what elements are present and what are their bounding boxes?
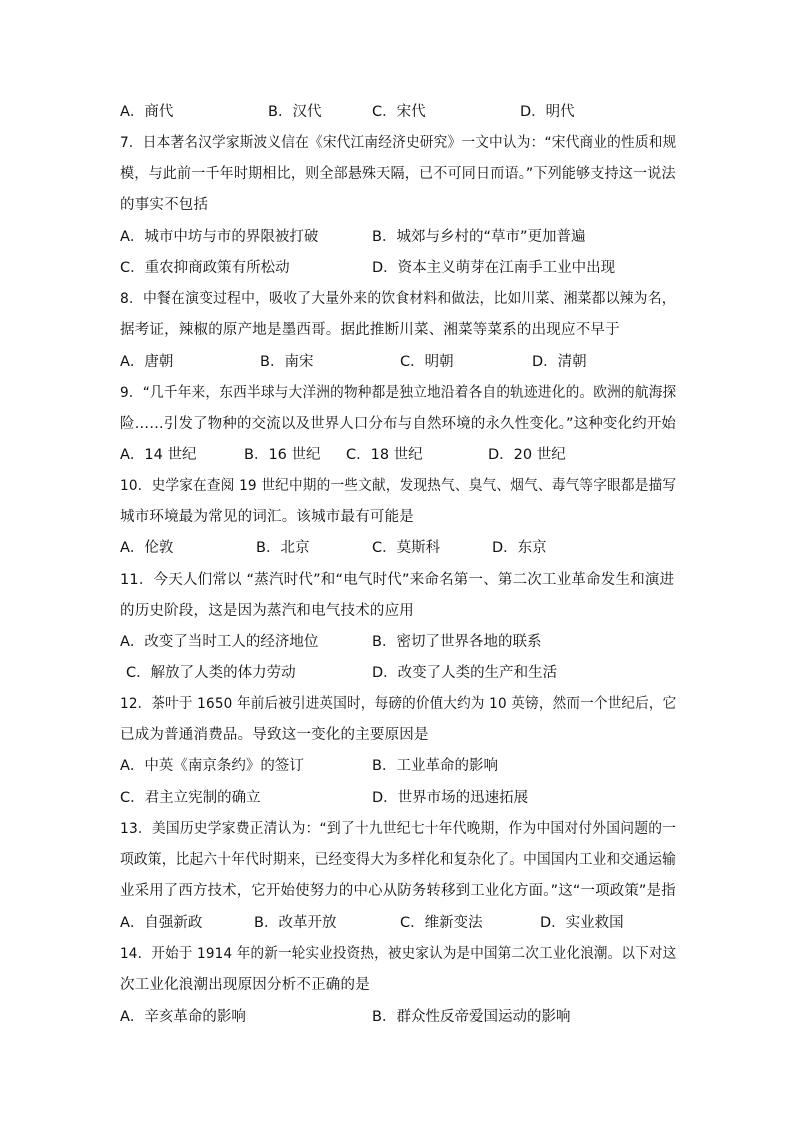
q10-option-c[interactable]: C．莫斯科 bbox=[372, 540, 441, 556]
q13-option-b[interactable]: B．改革开放 bbox=[254, 915, 337, 931]
q9-option-d[interactable]: D．20 世纪 bbox=[488, 447, 566, 463]
q11-option-b[interactable]: B．密切了世界各地的联系 bbox=[372, 634, 542, 650]
q11-option-c[interactable]: C．解放了人类的体力劳动 bbox=[126, 665, 296, 681]
q11-stem-line-1: 11．今天人们常以 “蒸汽时代”和“电气时代”来命名第一、第二次工业革命发生和演进 bbox=[120, 572, 675, 588]
q7-stem-line-2: 模，与此前一千年时期相比，则全部悬殊天隔，已不可同日而语。”下列能够支持这一说法 bbox=[120, 166, 676, 182]
q12-option-a[interactable]: A．中英《南京条约》的签订 bbox=[120, 758, 304, 774]
q7-stem-line-3: 的事实不包括 bbox=[120, 197, 209, 213]
q9-option-a[interactable]: A．14 世纪 bbox=[120, 447, 197, 463]
q9-option-c[interactable]: C．18 世纪 bbox=[346, 447, 423, 463]
q11-option-a[interactable]: A．改变了当时工人的经济地位 bbox=[120, 634, 319, 650]
q8-option-b[interactable]: B．南宋 bbox=[260, 354, 314, 370]
q14-stem-line-2: 次工业化浪潮出现原因分析不正确的是 bbox=[120, 977, 370, 993]
q13-stem-line-3: 业采用了西方技术，它开始使努力的中心从防务转移到工业化方面。”这“一项政策”是指 bbox=[120, 883, 676, 899]
q7-option-c[interactable]: C．重农抑商政策有所松动 bbox=[120, 260, 290, 276]
q8-option-d[interactable]: D．清朝 bbox=[532, 354, 587, 370]
q13-stem-line-2: 项政策，比起六十年代时期来，已经变得大为多样化和复杂化了。中国国内工业和交通运输 bbox=[120, 852, 676, 868]
q6-option-b[interactable]: B．汉代 bbox=[268, 104, 322, 120]
q14-stem-line-1: 14．开始于 1914 年的新一轮实业投资热，被史家认为是中国第二次工业化浪潮。以下对这 bbox=[120, 946, 677, 962]
q13-option-d[interactable]: D．实业救国 bbox=[540, 915, 624, 931]
q7-option-a[interactable]: A．城市中坊与市的界限被打破 bbox=[120, 229, 319, 245]
q10-option-a[interactable]: A．伦敦 bbox=[120, 540, 174, 556]
q14-option-a[interactable]: A．辛亥革命的影响 bbox=[120, 1009, 246, 1025]
q8-option-a[interactable]: A．唐朝 bbox=[120, 354, 174, 370]
q7-option-b[interactable]: B．城郊与乡村的“草市”更加普遍 bbox=[372, 229, 586, 245]
q13-option-c[interactable]: C．维新变法 bbox=[400, 915, 483, 931]
q13-option-a[interactable]: A．自强新政 bbox=[120, 915, 203, 931]
q12-option-d[interactable]: D．世界市场的迅速拓展 bbox=[372, 790, 529, 806]
q6-option-c[interactable]: C．宋代 bbox=[372, 104, 426, 120]
q11-stem-line-2: 的历史阶段，这是因为蒸汽和电气技术的应用 bbox=[120, 603, 414, 619]
q8-stem-line-2: 据考证，辣椒的原产地是墨西哥。据此推断川菜、湘菜等菜系的出现应不早于 bbox=[120, 322, 620, 338]
q9-option-b[interactable]: B．16 世纪 bbox=[244, 447, 321, 463]
q6-option-a[interactable]: A．商代 bbox=[120, 104, 174, 120]
q10-option-d[interactable]: D．东京 bbox=[492, 540, 547, 556]
q7-stem-line-1: 7．日本著名汉学家斯波义信在《宋代江南经济史研究》一文中认为：“宋代商业的性质和规 bbox=[120, 135, 677, 151]
q12-stem-line-2: 已成为普通消费品。导致这一变化的主要原因是 bbox=[120, 727, 429, 743]
q13-stem-line-1: 13．美国历史学家费正清认为：“到了十九世纪七十年代晚期，作为中国对付外国问题的一 bbox=[120, 821, 677, 837]
q10-option-b[interactable]: B．北京 bbox=[256, 540, 310, 556]
q9-stem-line-1: 9．“几千年来，东西半球与大洋洲的物种都是独立地沿着各自的轨迹进化的。欧洲的航海探 bbox=[120, 385, 677, 401]
q8-option-c[interactable]: C．明朝 bbox=[400, 354, 454, 370]
q14-option-b[interactable]: B．群众性反帝爱国运动的影响 bbox=[372, 1009, 571, 1025]
q10-stem-line-2: 城市环境最为常见的词汇。该城市最有可能是 bbox=[120, 509, 414, 525]
q8-stem-line-1: 8．中餐在演变过程中，吸收了大量外来的饮食材料和做法，比如川菜、湘菜都以辣为名， bbox=[120, 291, 676, 307]
q7-option-d[interactable]: D．资本主义萌芽在江南手工业中出现 bbox=[372, 260, 616, 276]
q6-option-d[interactable]: D．明代 bbox=[520, 104, 575, 120]
q10-stem-line-1: 10．史学家在查阅 19 世纪中期的一些文献，发现热气、臭气、烟气、毒气等字眼都是描写 bbox=[120, 478, 677, 494]
q12-option-b[interactable]: B．工业革命的影响 bbox=[372, 758, 498, 774]
q9-stem-line-2: 险……引发了物种的交流以及世界人口分布与自然环境的永久性变化。”这种变化约开始 bbox=[120, 416, 677, 432]
q12-stem-line-1: 12．茶叶于 1650 年前后被引进英国时，每磅的价值大约为 10 英镑，然而一个世纪后，它 bbox=[120, 696, 677, 712]
q12-option-c[interactable]: C．君主立宪制的确立 bbox=[120, 790, 261, 806]
q11-option-d[interactable]: D．改变了人类的生产和生活 bbox=[372, 665, 558, 681]
